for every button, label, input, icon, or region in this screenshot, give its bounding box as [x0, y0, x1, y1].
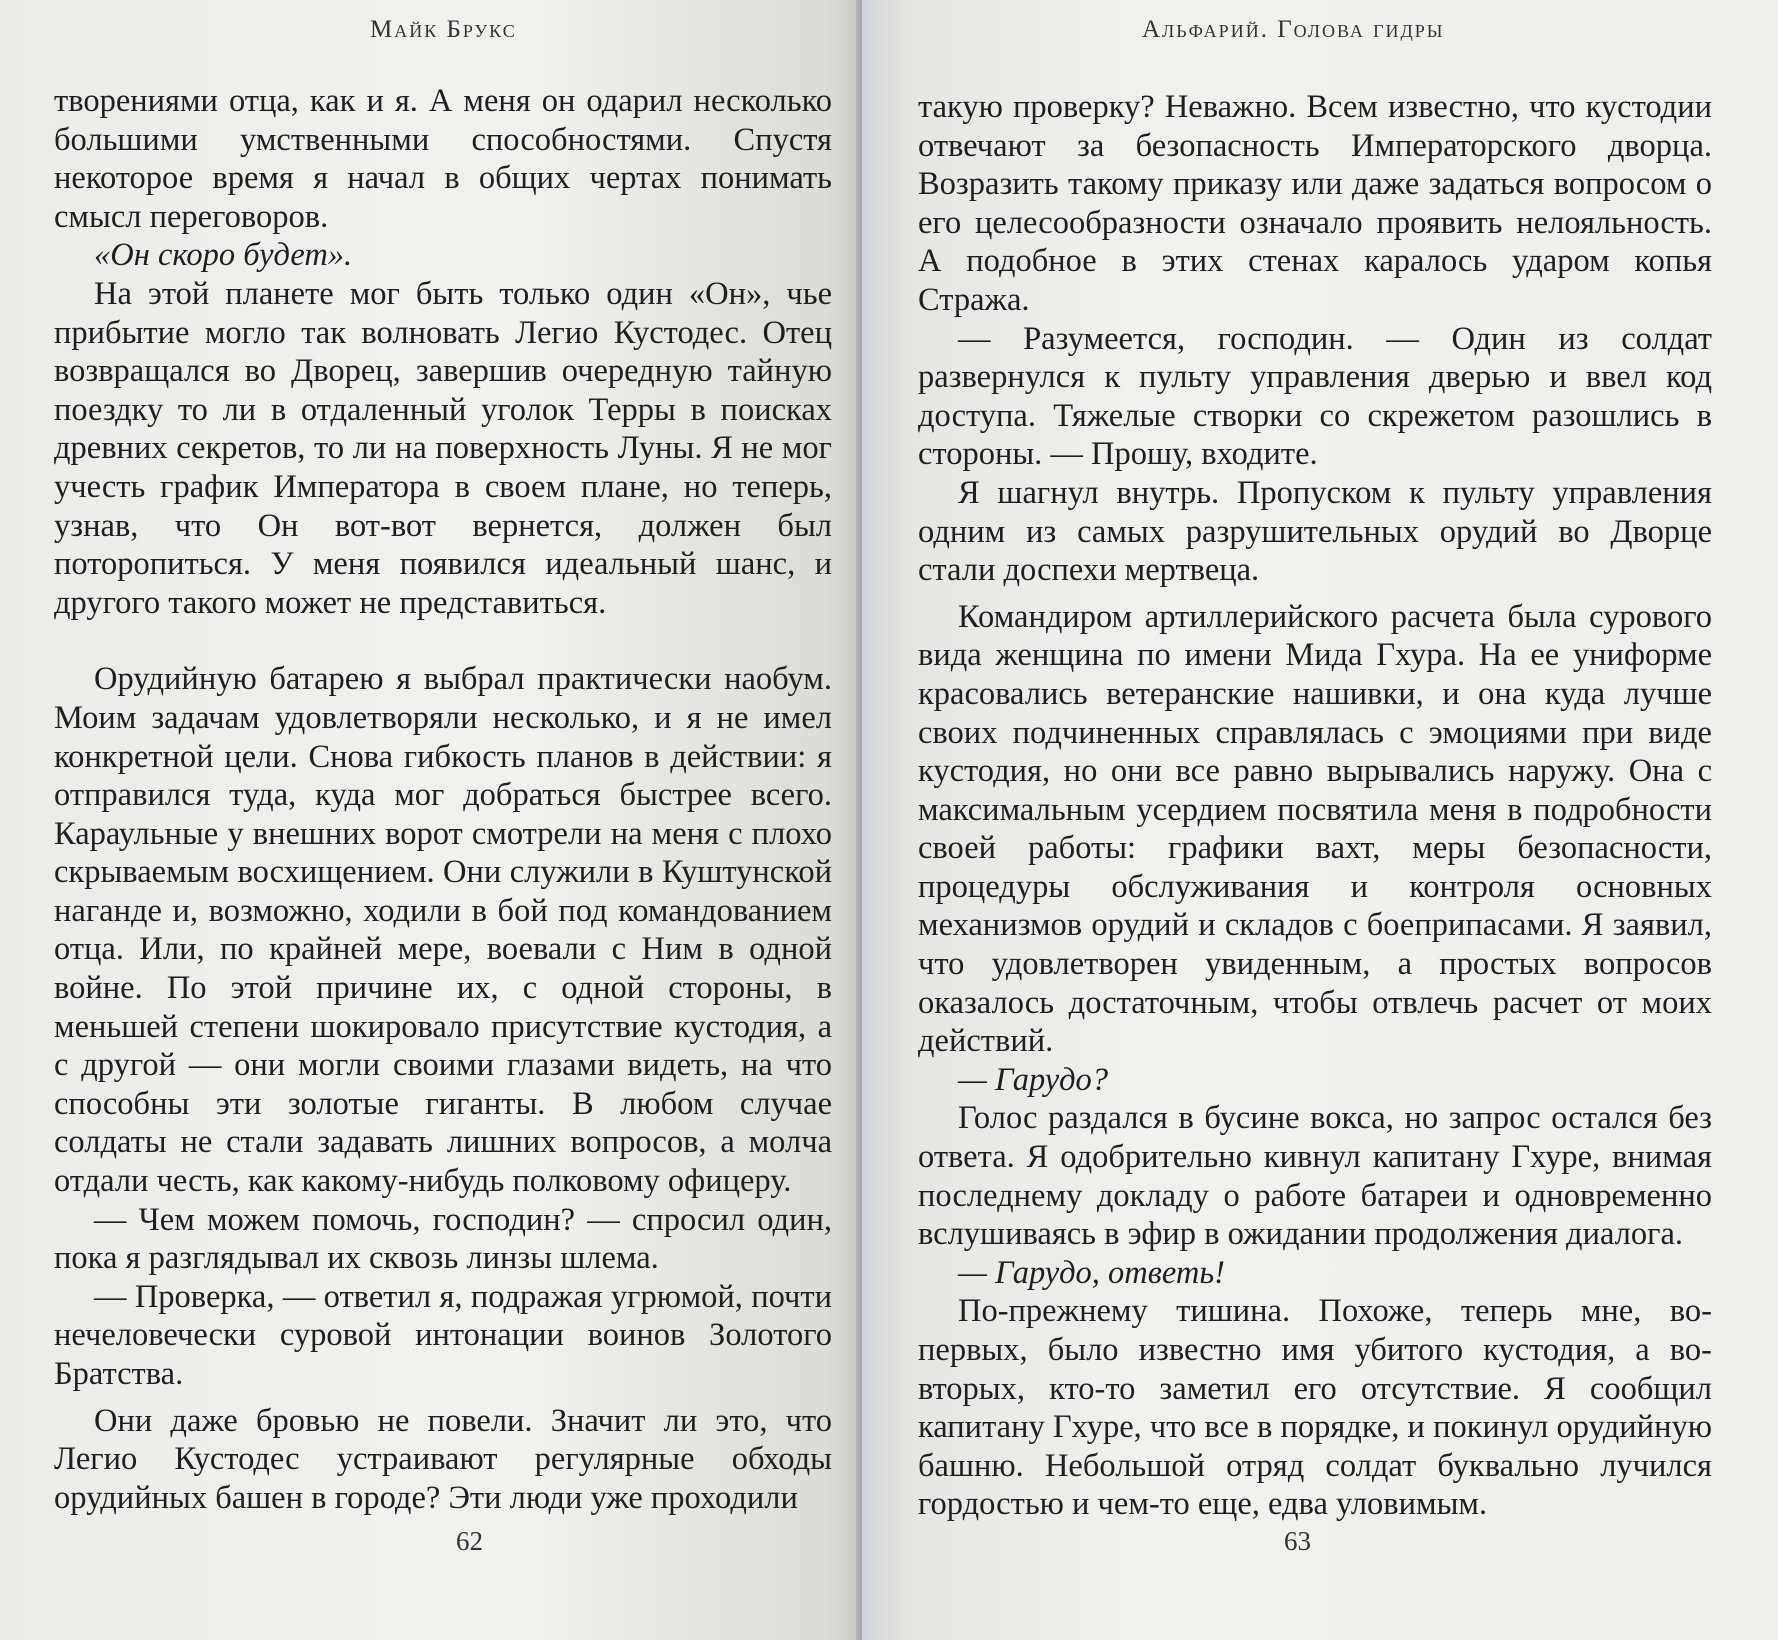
paragraph: Они даже бровью не повели. Значит ли это, что Легио Кустодес устраивают регулярные обходы орудийных башен в городе? Эти люди уже проходили — [54, 1402, 832, 1516]
paragraph: Я шагнул внутрь. Пропуском к пульту управления одним из самых разрушительных орудий во Дворце стали доспехи мертвеца. — [918, 474, 1712, 589]
paragraph: — Гарудо? — [958, 1061, 1109, 1098]
paragraph: — Разумеется, господин. — Один из солдат развернулся к пульту управления дверью и ввел код доступа. Тяжелые створки со скрежетом разошлись в стороны. — Прошу, входите. — [918, 320, 1712, 473]
paragraph: Командиром артиллерийского расчета была сурового вида женщина по имени Мида Гхура. На ее униформе красовались ветеранские нашивки, и она куда лучше своих подчиненных справлялась с эмоциями при виде кустодия, но они все равно вырывались наружу. Она с максимальным усердием посвятила меня в подробности своей работы: графики вахт, меры безопасности, процедуры обслуживания и контроля основных механизмов орудий и складов с боеприпасами. Я заявил, что удовлетворен увиденным, а простых вопросов оказалось достаточным, чтобы отвлечь расчет от моих действий. — [918, 598, 1712, 1060]
paragraph: — Проверка, — ответил я, подражая угрюмой, почти нечеловечески суровой интонации воинов Золотого Братства. — [54, 1278, 832, 1392]
left-page — [0, 0, 862, 1640]
right-running-head: Альфарий. Голова гидры — [1142, 16, 1445, 43]
paragraph: Голос раздался в бусине вокса, но запрос остался без ответа. Я одобрительно кивнул капитану Гхуре, внимая последнему докладу о работе батареи и одновременно вслушиваясь в эфир в ожидании продолжения диалога. — [918, 1100, 1712, 1253]
left-running-head: Майк Брукс — [370, 16, 517, 43]
paragraph: творениями отца, как и я. А меня он одарил несколько большими умственными способностями. Спустя некоторое время я начал в общих чертах понимать смысл переговоров. — [54, 83, 832, 235]
paragraph: — Чем можем помочь, господин? — спросил один, пока я разглядывал их сквозь линзы шлема. — [54, 1201, 832, 1277]
paragraph: На этой планете мог быть только один «Он», чье прибытие могло так волновать Легио Кустодес. Отец возвращался во Дворец, завершив очередную тайную поездку то ли в отдаленный уголок Терры в поисках древних секретов, то ли на поверхность Луны. Я не мог учесть график Императора в своем плане, но теперь, узнав, что Он вот-вот вернется, должен был поторопиться. У меня появился идеальный шанс, и другого такого может не представиться. — [54, 275, 832, 621]
paragraph: такую проверку? Неважно. Всем известно, что кустодии отвечают за безопасность Императорского дворца. Возразить такому приказу или даже задаться вопросом о его целесообразности означало проявить нелояльность. А подобное в этих стенах каралось ударом копья Стража. — [918, 89, 1712, 318]
right-page — [862, 0, 1778, 1640]
paragraph: «Он скоро будет». — [94, 237, 353, 274]
paragraph: По-прежнему тишина. Похоже, теперь мне, во-первых, было известно имя убитого кустодия, а во-вторых, кто-то заметил его отсутствие. Я сообщил капитану Гхуре, что все в порядке, и покинул орудийную башню. Небольшой отряд солдат буквально лучился гордостью и чем-то еще, едва уловимым. — [918, 1293, 1712, 1523]
right-page-number: 63 — [1284, 1526, 1311, 1556]
left-page-text — [54, 82, 832, 1517]
left-page-number: 62 — [456, 1526, 483, 1556]
right-page-text — [918, 88, 1712, 1524]
paragraph: Орудийную батарею я выбрал практически наобум. Моим задачам удовлетворяли несколько, и я не имел конкретной цели. Снова гибкость планов в действии: я отправился туда, куда мог добраться быстрее всего. Караульные у внешних ворот смотрели на меня с плохо скрываемым восхищением. Они служили в Куштунской наганде и, возможно, ходили в бой под командованием отца. Или, по крайней мере, воевали с Ним в одной войне. По этой причине их, с одной стороны, в меньшей степени шокировало присутствие кустодия, а с другой — они могли своими глазами видеть, на что способны эти золотые гиганты. В любом случае солдаты не стали задавать лишних вопросов, а молча отдали честь, как какому-нибудь полковому офицеру. — [54, 661, 832, 1200]
paragraph: — Гарудо, ответь! — [958, 1254, 1225, 1291]
